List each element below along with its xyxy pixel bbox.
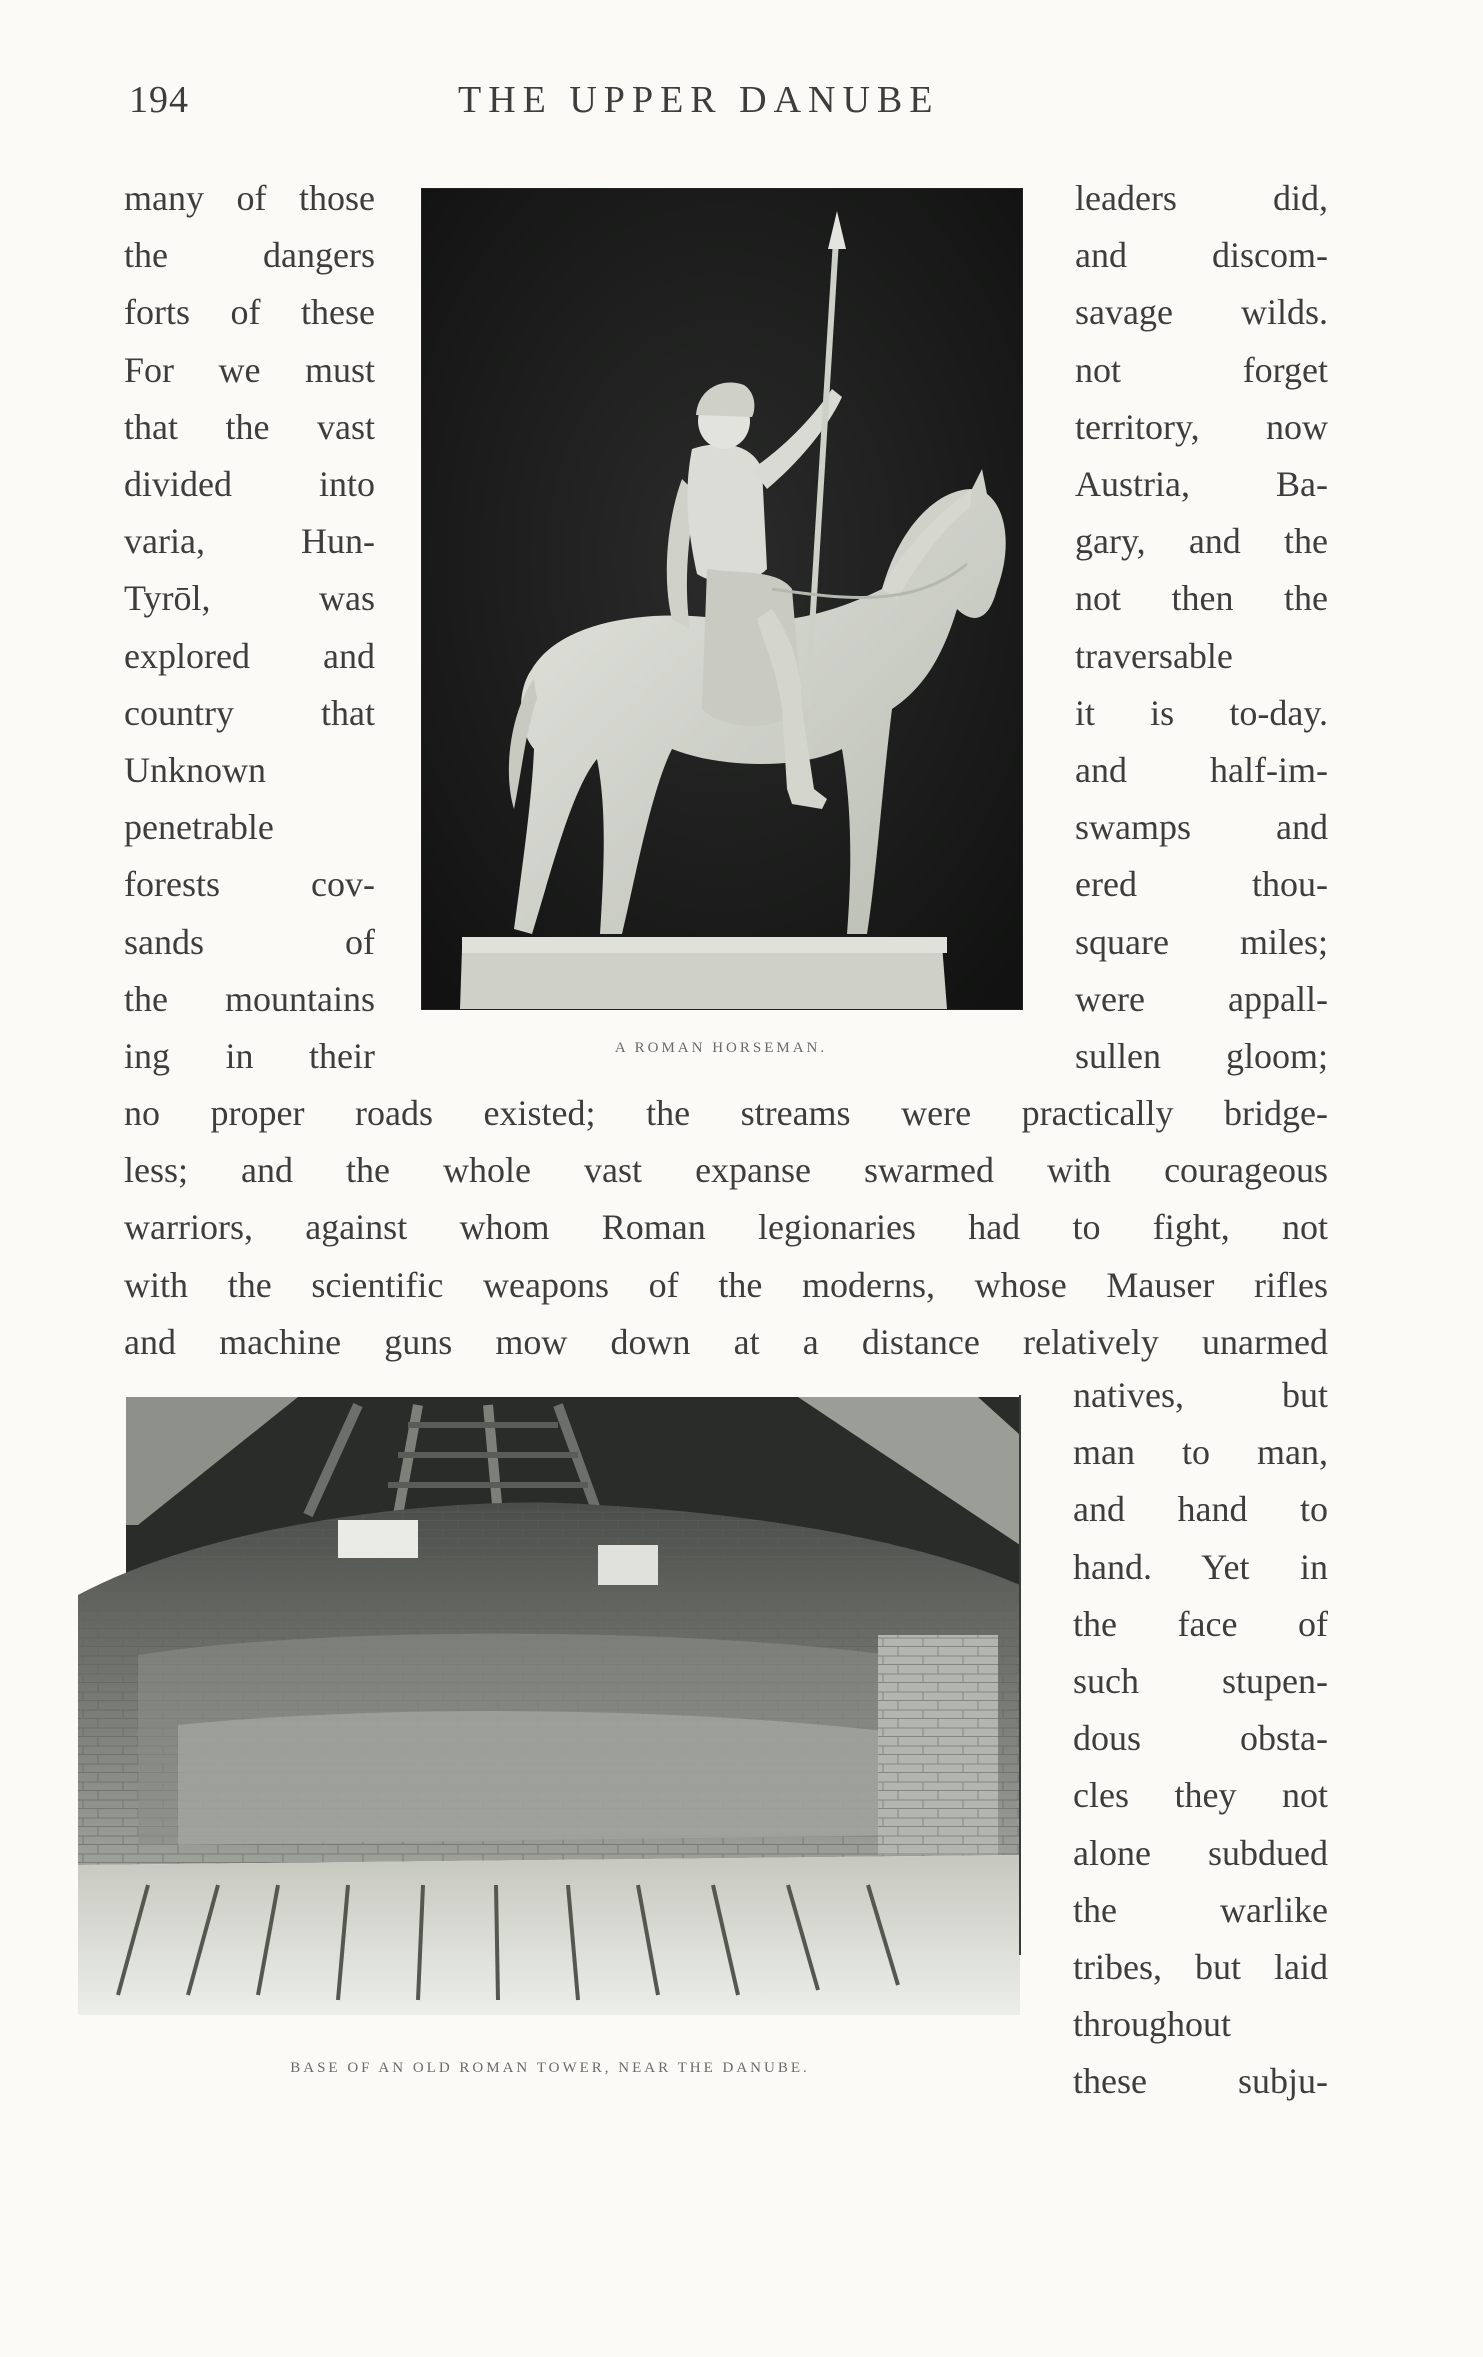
text-line: many of those: [124, 178, 375, 218]
text-line: leaders did,: [1075, 178, 1328, 218]
text-line: Tyrōl, was: [124, 578, 375, 619]
text-line: savage wilds.: [1075, 292, 1328, 333]
text-line: with the scientific weapons of the moderns, whose Mauser rifles: [124, 1264, 1328, 1305]
text-line: such stupen-: [1073, 1661, 1328, 1702]
text-line: the warlike: [1073, 1889, 1328, 1930]
text-line: and discom-: [1075, 235, 1328, 276]
text-line: country that: [124, 692, 375, 733]
text-line: the dangers: [124, 235, 375, 276]
text-line: and half-im-: [1075, 750, 1328, 791]
text-line: ing in their: [124, 1036, 375, 1077]
text-line: Austria, Ba-: [1075, 464, 1328, 505]
text-line: territory, now: [1075, 406, 1328, 447]
text-line: forests cov-: [124, 864, 375, 905]
text-line: and hand to: [1073, 1489, 1328, 1530]
text-line: tribes, but laid: [1073, 1947, 1328, 1988]
text-line: Unknown: [124, 750, 266, 791]
running-title: THE UPPER DANUBE: [458, 79, 940, 121]
text-line: and machine guns mow down at a distance relatively unarmed: [124, 1321, 1328, 1362]
text-line: it is to-day.: [1075, 692, 1328, 733]
text-line: sands of: [124, 921, 375, 962]
text-line: gary, and the: [1075, 521, 1328, 562]
roman-tower-photo: [78, 1395, 1022, 2015]
full-width-text: [124, 1085, 1328, 1371]
text-line: the mountains: [124, 978, 375, 1019]
lower-right-text-column: [1073, 1367, 1328, 2111]
horseman-statue-illustration: [422, 189, 1022, 1009]
text-line: sullen gloom;: [1075, 1036, 1328, 1077]
text-line: alone subdued: [1073, 1832, 1328, 1873]
text-line: dous obsta-: [1073, 1718, 1328, 1759]
left-text-column: [124, 170, 375, 1085]
text-line: swamps and: [1075, 807, 1328, 848]
text-line: not forget: [1075, 349, 1328, 390]
text-line: less; and the whole vast expanse swarmed with courageous: [124, 1150, 1328, 1191]
text-line: warriors, against whom Roman legionaries had to fight, not: [124, 1207, 1328, 1248]
text-line: forts of these: [124, 292, 375, 333]
page-number: 194: [129, 79, 189, 121]
figure-caption-horseman: A ROMAN HORSEMAN.: [614, 1040, 828, 1056]
figure-caption-tower: BASE OF AN OLD ROMAN TOWER, NEAR THE DANUBE.: [290, 2060, 810, 2076]
text-line: that the vast: [124, 406, 375, 447]
roman-horseman-photo: [421, 188, 1023, 1010]
text-line: not then the: [1075, 578, 1328, 619]
text-line: throughout: [1073, 2004, 1231, 2045]
text-line: natives, but: [1073, 1375, 1328, 1415]
text-line: divided into: [124, 464, 375, 505]
tower-interior-illustration: [78, 1395, 1022, 2015]
text-line: For we must: [124, 349, 375, 390]
text-line: these subju-: [1073, 2061, 1328, 2102]
text-line: square miles;: [1075, 921, 1328, 962]
text-line: no proper roads existed; the streams were practically bridge-: [124, 1093, 1328, 1133]
text-line: explored and: [124, 635, 375, 676]
text-line: varia, Hun-: [124, 521, 375, 562]
text-line: the face of: [1073, 1603, 1328, 1644]
text-line: ered thou-: [1075, 864, 1328, 905]
text-line: cles they not: [1073, 1775, 1328, 1816]
text-line: penetrable: [124, 807, 274, 848]
text-line: were appall-: [1075, 978, 1328, 1019]
text-line: hand. Yet in: [1073, 1546, 1328, 1587]
right-text-column: [1075, 170, 1328, 1085]
text-line: traversable: [1075, 635, 1233, 676]
text-line: man to man,: [1073, 1432, 1328, 1473]
